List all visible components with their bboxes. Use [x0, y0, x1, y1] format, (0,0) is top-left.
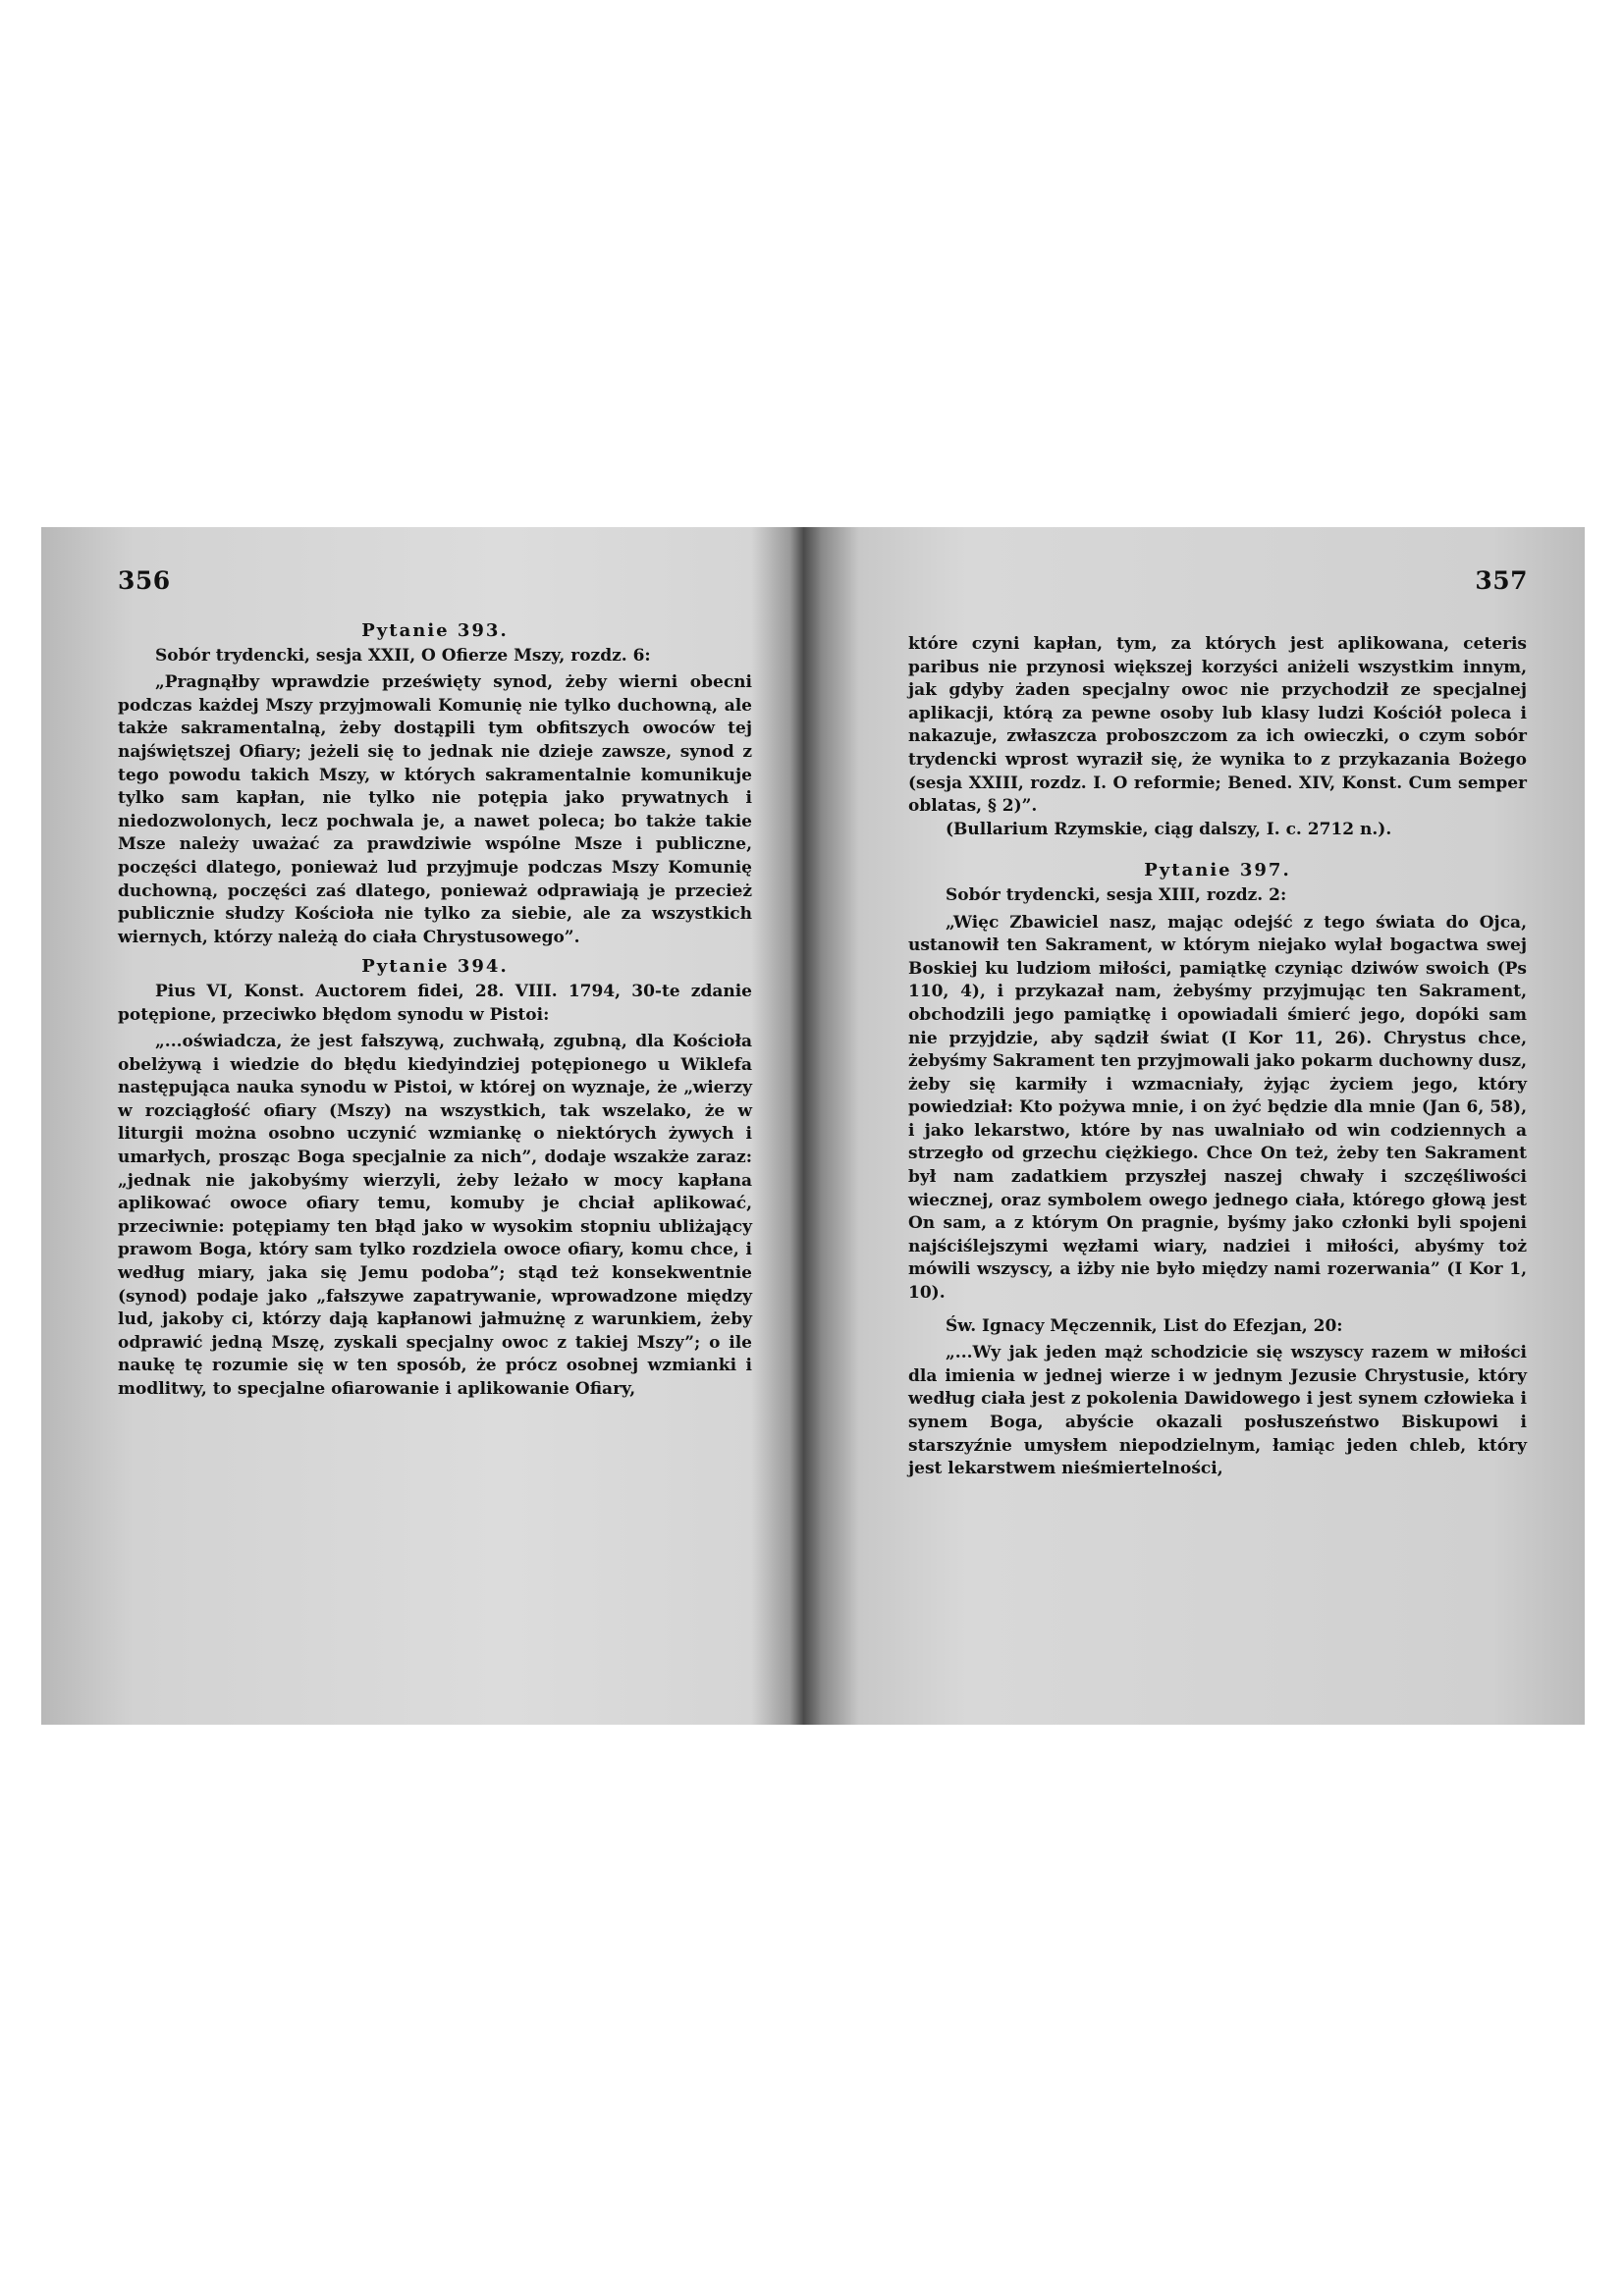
reference-line: (Bullarium Rzymskie, ciąg dalszy, I. c. 2712 n.).: [946, 819, 1392, 839]
question-heading: Pytanie 397.: [1144, 860, 1291, 881]
source-citation: Pius VI, Konst. Auctorem fidei, 28. VIII. 1794, 30-te zdanie potępione, przeciwko błędom synodu w Pistoi:: [118, 981, 752, 1025]
question-heading: Pytanie 393.: [361, 620, 509, 641]
source-citation: Św. Ignacy Męczennik, List do Efezjan, 20:: [946, 1315, 1343, 1336]
quotation-paragraph: „...Wy jak jeden mąż schodzicie się wszyscy razem w miłości dla imienia w jednej wierze i w jednym Jezusie Chrystusie, który według ciała jest z pokolenia Dawidowego i jest synem człowieka i synem Boga, abyście okazali posłuszeństwo Biskupowi i starszyźnie umysłem niepodzielnym, łamiąc jeden chleb, który jest lekarstwem nieśmiertelności,: [908, 1343, 1527, 1479]
quotation-paragraph: „Pragnąłby wprawdzie prześwięty synod, żeby wierni obecni podczas każdej Mszy przyjmowali Komunię nie tylko duchowną, ale także sakramentalną, żeby dostąpili tym obfitszych owoców tej najświętszej Ofiary; jeżeli się to jednak nie dzieje zawsze, synod z tego powodu takich Mszy, w których sakramentalnie komunikuje tylko sam kapłan, nie tylko nie potępia jako prywatnych i niedozwolonych, lecz pochwala je, a nawet poleca; bo także takie Msze należy uważać za prawdziwie wspólne Msze i publiczne, poczęści dlatego, ponieważ lud przyjmuje podczas Mszy Komunię duchowną, poczęści zaś dlatego, ponieważ odprawiają je przecież publicznie słudzy Kościoła nie tylko za siebie, ale za wszystkich wiernych, którzy należą do ciała Chrystusowego”.: [118, 672, 752, 947]
question-heading: Pytanie 394.: [361, 956, 509, 978]
left-text-column: [118, 619, 752, 1402]
quotation-paragraph: „Więc Zbawiciel nasz, mając odejść z tego świata do Ojca, ustanowił ten Sakrament, w którym niejako wylał bogactwa swej Boskiej ku ludziom miłości, pamiątkę czyniąc dziwów swoich (Ps 110, 4), i przykazał nam, żebyśmy przyjmując ten Sakrament, obchodzili jego pamiątkę i opowiadali śmierć jego, dopóki sam nie przyjdzie, aby sądził świat (I Kor 11, 26). Chrystus chce, żebyśmy Sakrament ten przyjmowali jako pokarm duchowny dusz, żeby się karmiły i wzmacniały, żyjąc życiem jego, który powiedział: Kto pożywa mnie, i on żyć będzie dla mnie (Jan 6, 58), i jako lekarstwo, które by nas uwalniało od win codziennych a strzegło od grzechu ciężkiego. Chce On też, żeby ten Sakrament był nam zadatkiem przyszłej naszej chwały i szczęśliwości wiecznej, oraz symbolem owego jednego ciała, którego głową jest On sam, a z którym On pragnie, byśmy jako członki byli spojeni najściślejszymi węzłami wiary, nadziei i miłości, abyśmy toż mówili wszyscy, a iżby nie było między nami rozerwania” (I Kor 1, 10).: [908, 912, 1527, 1304]
right-text-column: [908, 633, 1527, 1481]
book-spread-scan: [41, 527, 1585, 1725]
quotation-paragraph: „...oświadcza, że jest fałszywą, zuchwałą, zgubną, dla Kościoła obelżywą i wiedzie do błędu kiedyindziej potępionego u Wiklefa następująca nauka synodu w Pistoi, w której on wyznaje, że „wierzy w rozciągłość ofiary (Mszy) na wszystkich, tak wszelako, że w liturgii można osobno uczynić wzmiankę o niektórych żywych i umarłych, prosząc Boga specjalnie za nich”, dodaje wszakże zaraz: „jednak nie jakobyśmy wierzyli, żeby leżało w mocy kapłana aplikować owoce ofiary temu, komuby je chciał aplikować, przeciwnie: potępiamy ten błąd jako w wysokim stopniu ubliżający prawom Boga, który sam tylko rozdziela owoce ofiary, komu chce, i według miary, jaka się Jemu podoba”; stąd też konsekwentnie (synod) podaje jako „fałszywe zapatrywanie, wprowadzone między lud, jakoby ci, którzy dają kapłanowi jałmużnę z warunkiem, żeby odprawić jedną Mszę, zyskali specjalny owoc z takiej Mszy”; o ile naukę tę rozumie się w ten sposób, że prócz osobnej wzmianki i modlitwy, to specjalne ofiarowanie i aplikowanie Ofiary,: [118, 1032, 752, 1399]
continued-paragraph: które czyni kapłan, tym, za których jest aplikowana, ceteris paribus nie przynosi większej korzyści aniżeli wszystkim innym, jak gdyby żaden specjalny owoc nie przychodził ze specjalnej aplikacji, którą za pewne osoby lub klasy ludzi Kościół poleca i nakazuje, zwłaszcza proboszczom za ich owieczki, o czym sobór trydencki wprost wyraził się, że wynika to z przykazania Bożego (sesja XXIII, rozdz. I. O reformie; Bened. XIV, Konst. Cum semper oblatas, § 2)”.: [908, 634, 1527, 817]
left-page: [41, 527, 807, 1725]
source-citation: Sobór trydencki, sesja XXII, O Ofierze Mszy, rozdz. 6:: [155, 645, 651, 666]
source-citation: Sobór trydencki, sesja XIII, rozdz. 2:: [946, 884, 1287, 905]
page-number: 357: [1475, 566, 1528, 595]
right-page: [822, 527, 1585, 1725]
page-number: 356: [118, 566, 171, 595]
